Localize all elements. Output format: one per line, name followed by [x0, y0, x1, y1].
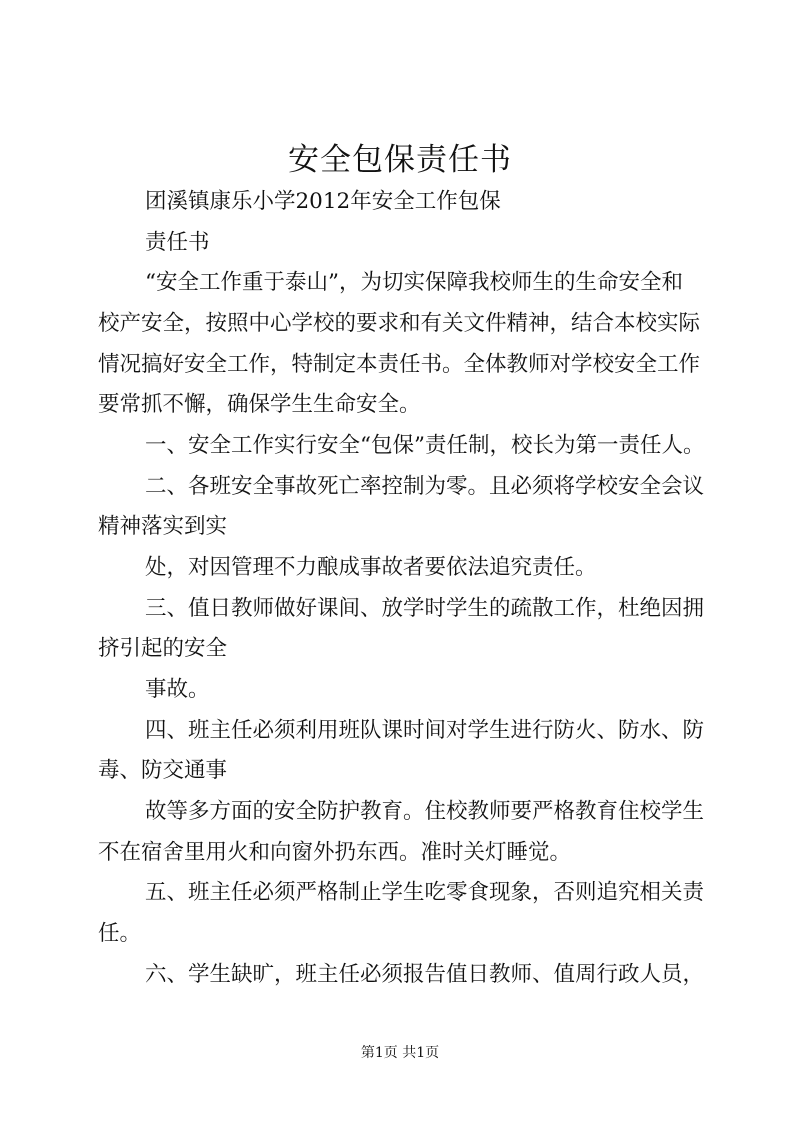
- text-line: 精神落实到实: [98, 514, 228, 539]
- text-line: 三、值日教师做好课间、放学时学生的疏散工作，杜绝因拥: [145, 596, 705, 621]
- text-line: 责任书: [145, 230, 210, 255]
- text-line: “安全工作重于泰山”，为切实保障我校师生的生命安全和: [145, 270, 683, 295]
- text-line: 处，对因管理不力酿成事故者要依法追究责任。: [145, 555, 597, 580]
- text-line: 一、安全工作实行安全“包保”责任制，校长为第一责任人。: [145, 433, 705, 458]
- text-line: 情况搞好安全工作，特制定本责任书。全体教师对学校安全工作: [98, 352, 701, 377]
- text-line: 要常抓不懈，确保学生生命安全。: [98, 392, 421, 417]
- text-line: 校产安全，按照中心学校的要求和有关文件精神，结合本校实际: [98, 311, 701, 336]
- document-title: 安全包保责任书: [288, 142, 512, 178]
- text-line: 团溪镇康乐小学2012年安全工作包保: [145, 189, 501, 214]
- text-line: 故等多方面的安全防护教育。住校教师要严格教育住校学生: [145, 799, 705, 824]
- text-line: 任。: [98, 921, 142, 946]
- text-line: 二、各班安全事故死亡率控制为零。且必须将学校安全会议: [145, 474, 705, 499]
- text-line: 四、班主任必须利用班队课时间对学生进行防火、防水、防: [145, 718, 705, 743]
- text-line: 毒、防交通事: [98, 758, 228, 783]
- text-line: 六、学生缺旷，班主任必须报告值日教师、值周行政人员，: [145, 962, 705, 987]
- text-line: 事故。: [145, 677, 210, 702]
- text-line: 不在宿舍里用火和向窗外扔东西。准时关灯睡觉。: [98, 840, 572, 865]
- page-footer: 第1页 共1页: [360, 1045, 440, 1061]
- text-line: 挤引起的安全: [98, 636, 228, 661]
- text-line: 五、班主任必须严格制止学生吃零食现象，否则追究相关责: [145, 880, 705, 905]
